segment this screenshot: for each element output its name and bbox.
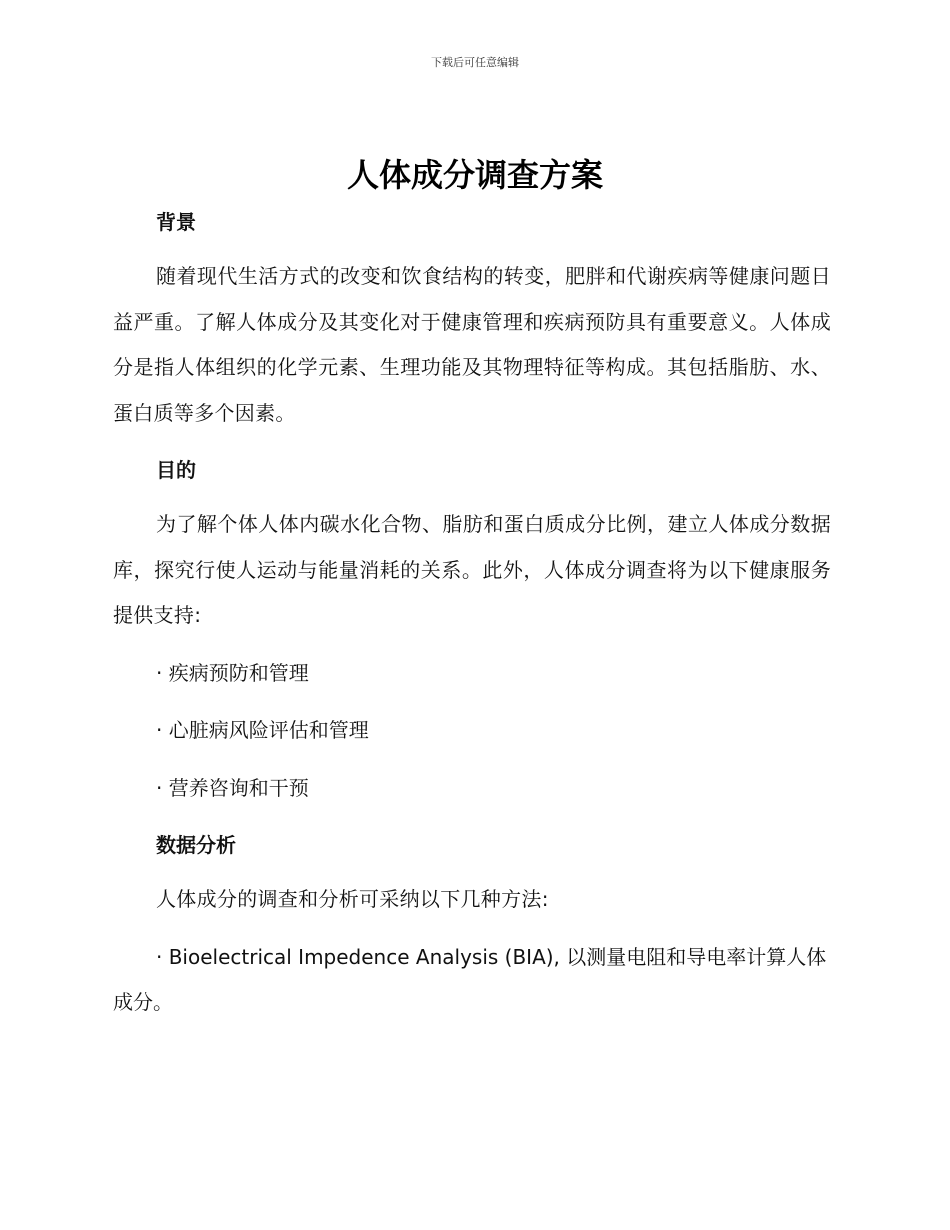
section-heading-background: 背景 [156, 210, 196, 234]
analysis-paragraph: 人体成分的调查和分析可采纳以下几种方法: [156, 887, 549, 911]
section-heading-analysis: 数据分析 [156, 833, 236, 857]
purpose-bullet-2: · 心脏病风险评估和管理 [156, 718, 369, 742]
page-header-note: 下载后可任意编辑 [431, 56, 519, 69]
purpose-bullet-3: · 营养咨询和干预 [156, 775, 309, 800]
document-title: 人体成分调查方案 [346, 156, 603, 194]
analysis-bullet-bia: · Bioelectrical Impedence Analysis (BIA), 以测量电阻和导电率计算人体成分。 [113, 944, 827, 1014]
section-heading-purpose: 目的 [156, 458, 196, 482]
purpose-bullet-1: · 疾病预防和管理 [156, 660, 309, 685]
background-paragraph: 随着现代生活方式的改变和饮食结构的转变，肥胖和代谢疾病等健康问题日益严重。了解人体成分及其变化对于健康管理和疾病预防具有重要意义。人体成分是指人体组织的化学元素、生理功能及其物理特征等构成。其包括脂肪、水、蛋白质等多个因素。 [113, 264, 831, 425]
purpose-paragraph: 为了解个体人体内碳水化合物、脂肪和蛋白质成分比例，建立人体成分数据库，探究行使人运动与能量消耗的关系。此外，人体成分调查将为以下健康服务提供支持: [113, 512, 831, 627]
document-body [113, 208, 831, 1026]
